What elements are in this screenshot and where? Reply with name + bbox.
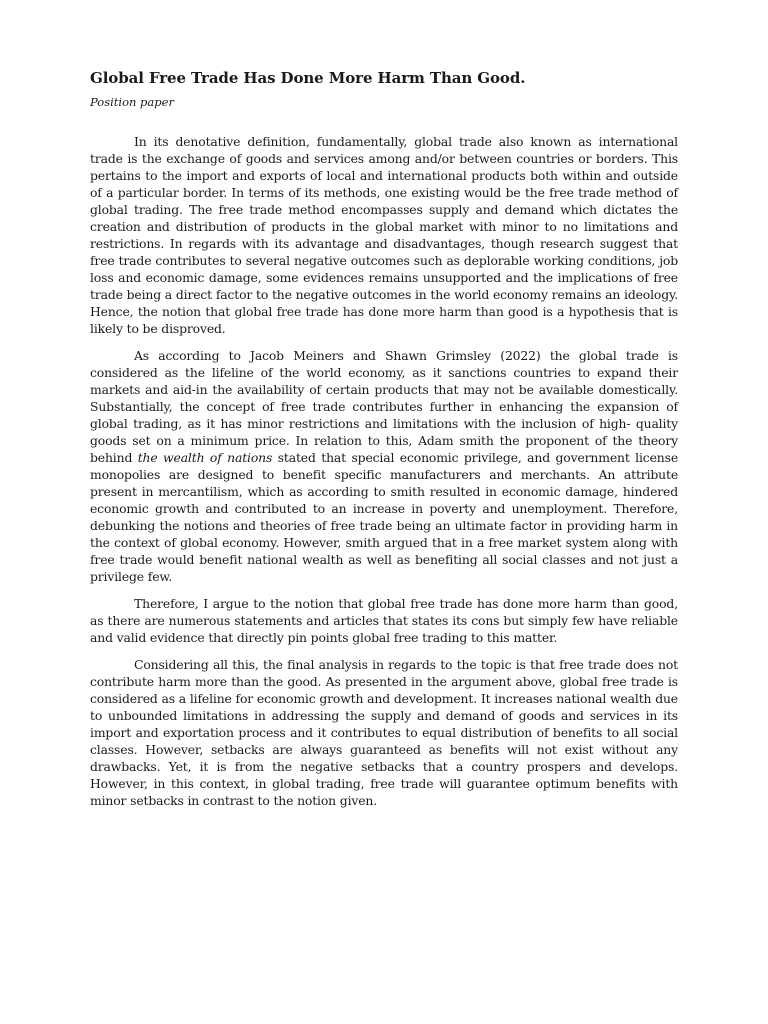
paragraph-argument-text-after: stated that special economic privilege, and government license monopolies are designed to benefit specific manufacturers and merchants. An attribute present in mercantilism, which as according to smith resulted in economic damage, hindered economic growth and contributed to an increase in poverty and unemployment. Therefore, debunking the notions and theories of free trade being an ultimate factor in providing harm in the context of global economy. However, smith argued that in a free market system along with free trade would benefit national wealth as well as benefiting all social classes and not just a privilege few. xyxy=(90,450,678,584)
paragraph-conclusion: Considering all this, the final analysis in regards to the topic is that free trade does not contribute harm more than the good. As presented in the argument above, global free trade is considered as a lifeline for economic growth and development. It increases national wealth due to unbounded limitations in addressing the supply and demand of goods and services in its import and exportation process and it contributes to equal distribution of benefits to all social classes. However, setbacks are always guaranteed as benefits will not exist without any drawbacks. Yet, it is from the negative setbacks that a country prospers and develops. However, in this context, in global trading, free trade will guarantee optimum benefits with minor setbacks in contrast to the notion given. xyxy=(90,657,678,808)
book-title-italic: the wealth of nations xyxy=(137,450,273,465)
document-subtitle: Position paper xyxy=(90,95,174,109)
paragraph-argument-text-before: As according to Jacob Meiners and Shawn Grimsley (2022) the global trade is considered as the lifeline of the world economy, as it sanctions countries to expand their markets and aid-in the availability of certain products that may not be available domestically. Substantially, the concept of free trade contributes further in enhancing the expansion of global trading, as it has minor restrictions and limitations with the inclusion of high- quality goods set on a minimum price. In relation to this, Adam smith the proponent of the theory behind xyxy=(90,348,678,465)
document-page xyxy=(90,68,678,819)
paragraph-introduction: In its denotative definition, fundamentally, global trade also known as international trade is the exchange of goods and services among and/or between countries or borders. This pertains to the import and exports of local and international products both within and outside of a particular border. In terms of its methods, one existing would be the free trade method of global trading. The free trade method encompasses supply and demand which dictates the creation and distribution of products in the global market with minor to no limitations and restrictions. In regards with its advantage and disadvantages, though research suggest that free trade contributes to several negative outcomes such as deplorable working conditions, job loss and economic damage, some evidences remains unsupported and the implications of free trade being a direct factor to the negative outcomes in the world economy remains an ideology. Hence, the notion that global free trade has done more harm than good is a hypothesis that is likely to be disproved. xyxy=(90,134,678,336)
document-title: Global Free Trade Has Done More Harm Than Good. xyxy=(90,69,526,87)
paragraph-argument xyxy=(90,347,678,585)
paragraph-position: Therefore, I argue to the notion that global free trade has done more harm than good, as there are numerous statements and articles that states its cons but simply few have reliable and valid evidence that directly pin points global free trading to this matter. xyxy=(90,596,678,645)
